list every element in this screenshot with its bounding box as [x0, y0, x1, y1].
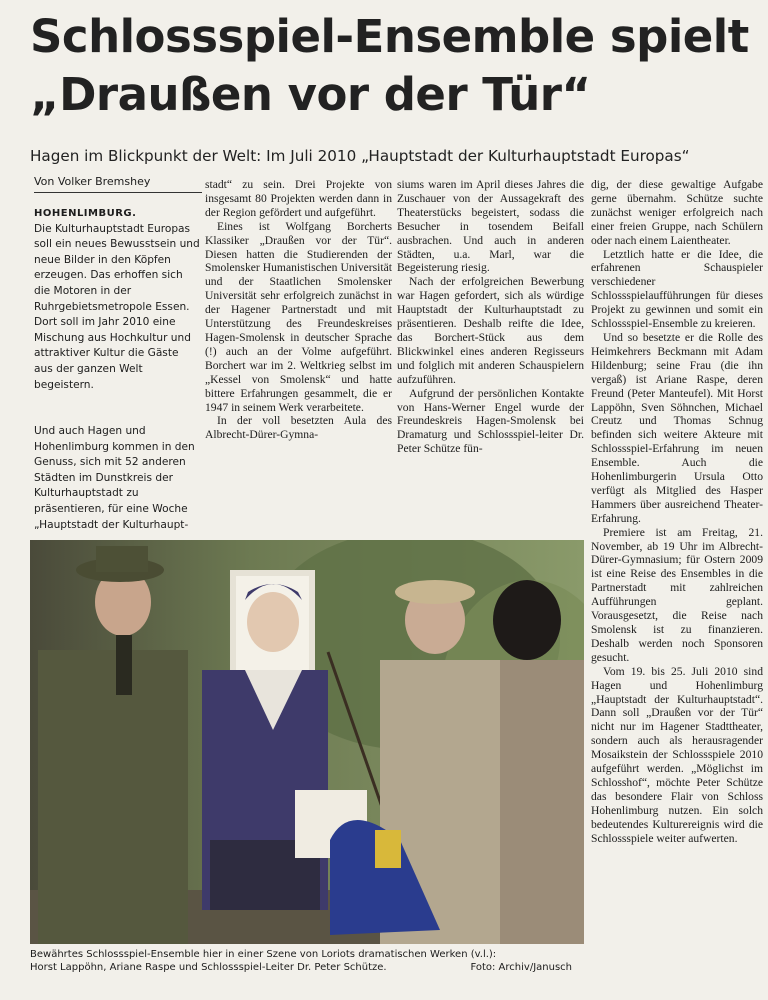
- paragraph: Vom 19. bis 25. Juli 2010 sind Hagen und Hohenlimburg „Hauptstadt der Kulturhauptstadt“. Dann soll „Draußen vor der Tür“ nicht nur im Hagener Stadttheater, sondern auch als herausragender Mosaikstein der Schlossspiele 2010 aufgeführt werden. „Möglichst im Schlosshof“, möchte Peter Schütze das besondere Flair von Schloss Hohenlimburg nutzen. Ein solch bedeutendes Kulturereignis wird die Schlossspiele weiter aufwerten.: [591, 664, 763, 845]
- caption-line-2: Horst Lappöhn, Ariane Raspe und Schlossspiel-Leiter Dr. Peter Schütze.: [30, 962, 387, 973]
- paragraph: Eines ist Wolfgang Borcherts Klassiker „Draußen vor der Tür“. Diesen hatten die Studierenden der Smolensker Humanistischen Universität und der Staatlichen Smolensker Universität sehr erfolgreich zunächst in der Hagener Partnerstadt und mit Unterstützung des Freundeskreises Hagen-Smolensk in deutscher Sprache (!) auch an der Volme aufgeführt. Borchert war im 2. Weltkrieg selbst im „Kessel von Smolensk“ und hatte bittere Erfahrungen gesammelt, die er 1947 in seinem Werk verarbeitete.: [205, 219, 392, 414]
- article-column-1: [34, 424, 200, 534]
- paragraph: Letztlich hatte er die Idee, die erfahrenen Schauspieler verschiedener Schlossspielaufführungen für dieses Projekt zu gewinnen und somit ein Schlossspiel-Ensemble zu kreieren.: [591, 247, 763, 331]
- lead-paragraph: Die Kulturhauptstadt Europas soll ein neues Bewusstsein und neue Bilder in den Köpfen erzeugen. Das erhoffen sich die Motoren in der Ruhrgebietsmetropole Essen. Dort soll im Jahr 2010 eine Mischung aus Hochkultur und attraktiver Kultur die Gäste aus der ganzen Welt begeistern.: [34, 222, 200, 391]
- paragraph: Premiere ist am Freitag, 21. November, ab 19 Uhr im Albrecht-Dürer-Gymnasium; für Ostern 2009 ist eine Reise des Ensembles in die Partnerstadt mit zahlreichen Aufführungen geplant. Vorausgesetzt, die Reise nach Smolensk ist zu finanzieren. Deshalb werden noch Sponsoren gesucht.: [591, 525, 763, 664]
- theater-scene-image: [30, 540, 584, 944]
- paragraph: In der voll besetzten Aula des Albrecht-Dürer-Gymna-: [205, 414, 392, 442]
- headline-line-2: „Draußen vor der Tür“: [30, 68, 591, 121]
- dateline: HOHENLIMBURG.: [34, 208, 137, 219]
- article-column-3: [397, 178, 584, 536]
- paragraph: Aufgrund der persönlichen Kontakte von Hans-Werner Engel wurde der Freundeskreis Hagen-Smolensk bei Dramaturg und Schlossspiel-leiter Dr. Peter Schütze fün-: [397, 386, 584, 456]
- paragraph: Und so besetzte er die Rolle des Heimkehrers Beckmann mit Adam Hildenburg; seine Frau (die ihn vergaß) ist Ariane Raspe, deren Freund (Peter Manteufel). Mit Horst Lappöhn, Sven Söhnchen, Michael Creutz und Thomas Schnug befinden sich weitere Akteure mit Schlossspiel-Erfahrung im neuen Ensemble. Auch die Hohenlimburgerin Ursula Otto verfügt als Mitglied des Hasper Hammers über ausreichend Theater-Erfahrung.: [591, 330, 763, 525]
- photo-caption: [30, 948, 590, 974]
- article-photo: [30, 540, 584, 944]
- paragraph: stadt“ zu sein. Drei Projekte von insgesamt 80 Projekten werden dann in der Region gefördert und aufgeführt.: [205, 178, 392, 219]
- paragraph: Und auch Hagen und Hohenlimburg kommen in den Genuss, sich mit 52 anderen Städten im Dunstkreis der Kulturhauptstadt zu präsentieren, für eine Woche „Hauptstadt der Kulturhaupt-: [34, 425, 195, 531]
- article-column-2: [205, 178, 392, 536]
- headline-line-1: Schlossspiel-Ensemble spielt: [30, 10, 749, 63]
- paragraph: Nach der erfolgreichen Bewerbung war Hagen gefordert, sich als würdige Hauptstadt der Kulturhauptstadt zu präsentieren. Deshalb reifte die Idee, das Borchert-Stück aus dem Blickwinkel eines anderen Regisseurs und folglich mit anderen Schauspielern aufzuführen.: [397, 275, 584, 386]
- paragraph: dig, der diese gewaltige Aufgabe gerne übernahm. Schütze suchte zunächst weniger erfolgreich nach einer freien Gruppe, nach Schülern oder nach einem Laientheater.: [591, 178, 763, 247]
- byline: Von Volker Bremshey: [34, 174, 202, 193]
- headline: [30, 8, 750, 124]
- article-column-4: [591, 178, 763, 992]
- caption-line-1: Bewährtes Schlossspiel-Ensemble hier in einer Szene von Loriots dramatischen Werken (v.l.):: [30, 949, 497, 960]
- photo-credit: Foto: Archiv/Janusch: [470, 962, 572, 973]
- subheadline: Hagen im Blickpunkt der Welt: Im Juli 2010 „Hauptstadt der Kulturhauptstadt Europas“: [30, 147, 690, 165]
- paragraph: siums waren im April dieses Jahres die Zuschauer von der Aussagekraft des Theaterstücks begeistert, sodass die Besucher in tosendem Beifall ausbrachen. Und auch in anderen Städten, u.a. Marl, war die Begeisterung riesig.: [397, 178, 584, 275]
